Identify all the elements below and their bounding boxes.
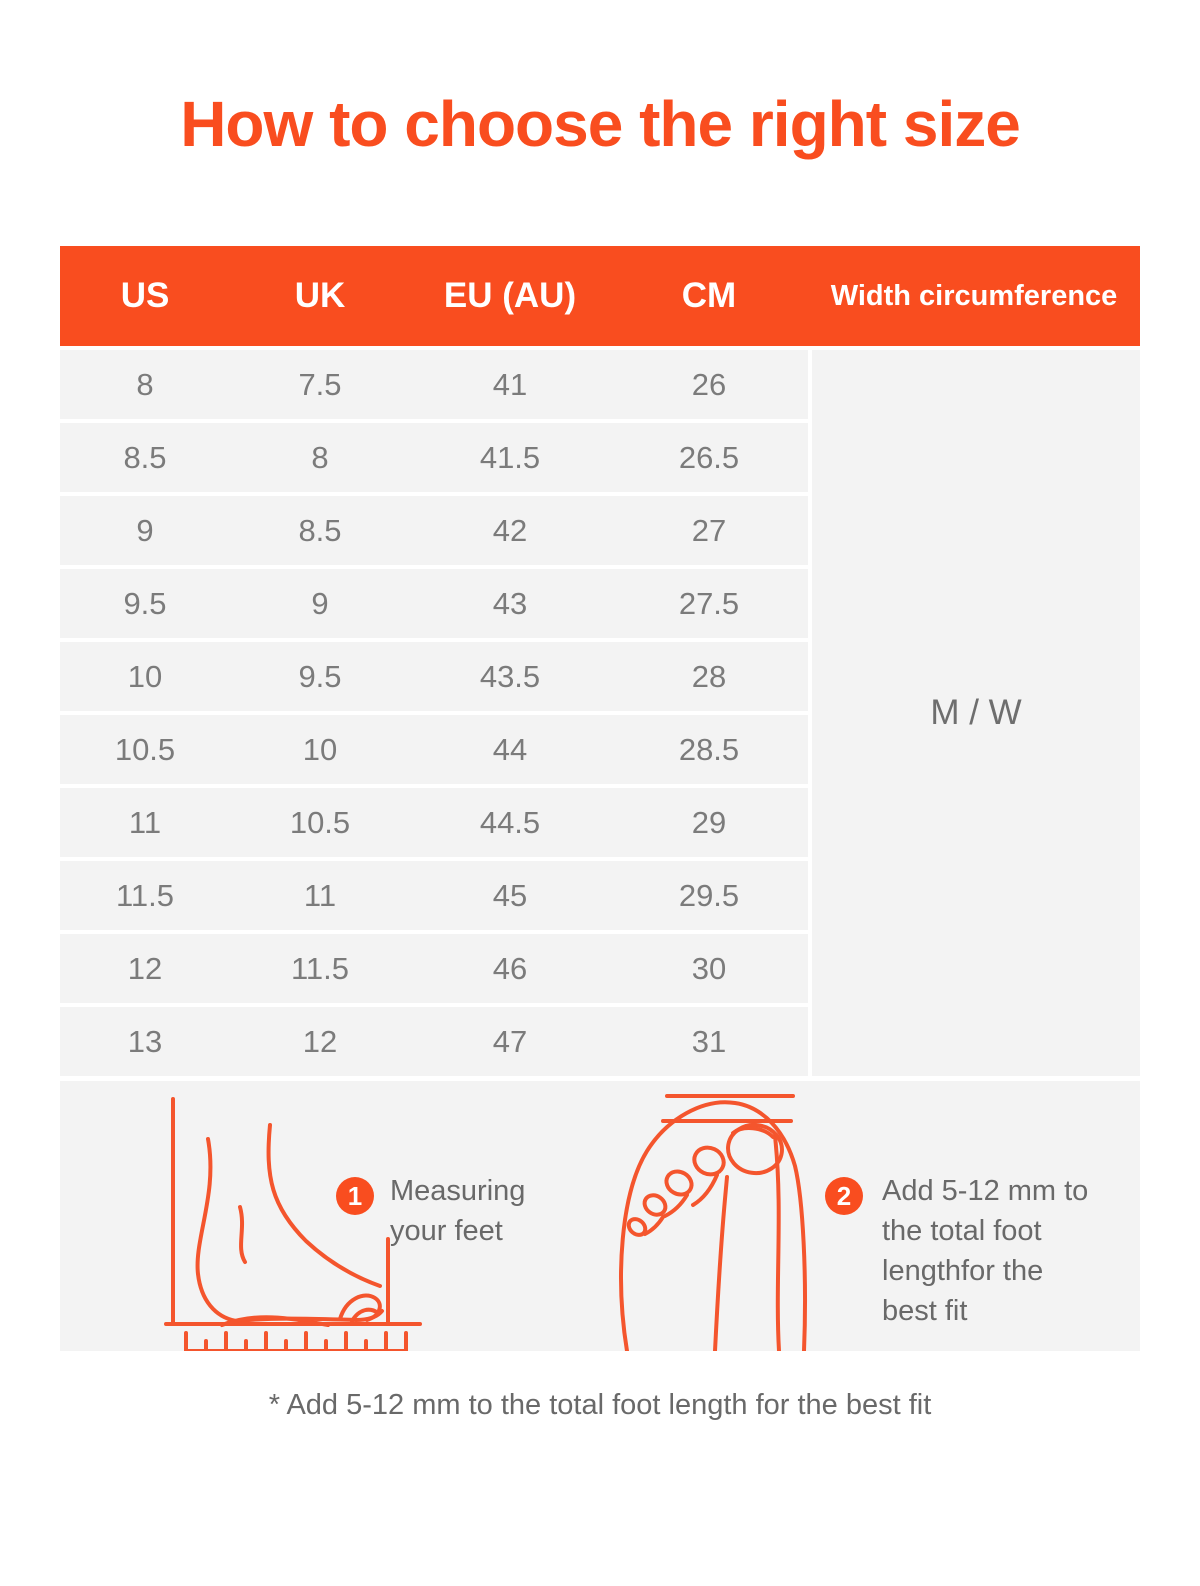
cell-cm: 27.5 (678, 585, 740, 621)
cell-uk: 10 (302, 731, 338, 767)
cell-eu: 41.5 (479, 439, 541, 475)
column-header-uk: UK (294, 276, 346, 315)
width-circumference-cell: M / W (812, 350, 1140, 1076)
cell-cm: 30 (691, 950, 727, 986)
size-chart-table (60, 246, 1140, 1076)
cell-eu: 44.5 (479, 804, 541, 840)
cell-eu: 43 (492, 585, 528, 621)
table-row (60, 715, 808, 784)
cell-uk: 10.5 (289, 804, 351, 840)
cell-us: 9.5 (123, 585, 167, 621)
cell-uk: 12 (302, 1023, 338, 1059)
footnote: * Add 5-12 mm to the total foot length for the best fit (268, 1389, 932, 1421)
cell-cm: 31 (691, 1023, 727, 1059)
cell-uk: 9.5 (298, 658, 342, 694)
column-header-eu-au: EU (AU) (443, 276, 577, 315)
cell-cm: 29.5 (678, 877, 740, 913)
table-row (60, 350, 808, 419)
cell-eu: 47 (492, 1023, 528, 1059)
cell-eu: 44 (492, 731, 528, 767)
step-1-badge: 1 (336, 1177, 374, 1215)
cell-us: 8.5 (123, 439, 167, 475)
page-title: How to choose the right size (180, 88, 1020, 160)
step-2-line-1: Add 5-12 mm to (882, 1175, 1089, 1207)
cell-uk: 8.5 (298, 512, 342, 548)
cell-eu: 41 (492, 366, 528, 402)
table-row (60, 861, 808, 930)
cell-cm: 28.5 (678, 731, 740, 767)
table-row (60, 788, 808, 857)
column-header-width-circumference: Width circumference (830, 280, 1118, 312)
step-1-line-2: your feet (390, 1215, 503, 1247)
table-row (60, 496, 808, 565)
table-row (60, 934, 808, 1003)
table-body (60, 350, 1140, 1076)
step-2-text (882, 1171, 1088, 1331)
cell-us: 11 (128, 804, 162, 840)
cell-cm: 26 (691, 366, 727, 402)
table-row (60, 642, 808, 711)
step-2-badge: 2 (825, 1177, 863, 1215)
step-2-line-4: best fit (882, 1295, 968, 1327)
cell-cm: 26.5 (678, 439, 740, 475)
cell-us: 9 (136, 512, 154, 548)
size-rows (60, 350, 808, 1076)
step-1-text (390, 1171, 525, 1251)
cell-eu: 46 (492, 950, 528, 986)
cell-us: 11.5 (115, 877, 175, 913)
cell-uk: 9 (311, 585, 329, 621)
cell-us: 8 (136, 366, 154, 402)
cell-uk: 8 (311, 439, 329, 475)
measuring-instructions-panel (60, 1081, 1140, 1351)
cell-cm: 28 (691, 658, 727, 694)
cell-cm: 27 (691, 512, 727, 548)
cell-cm: 29 (691, 804, 727, 840)
step-2-line-3: lengthfor the (882, 1255, 1044, 1287)
table-header-row (60, 246, 1140, 346)
step-1-line-1: Measuring (390, 1175, 526, 1207)
cell-us: 13 (127, 1023, 163, 1059)
cell-us: 10 (127, 658, 163, 694)
table-row (60, 1007, 808, 1076)
top-foot-measuring-illustration (605, 1081, 815, 1351)
table-row (60, 569, 808, 638)
cell-us: 10.5 (114, 731, 176, 767)
cell-uk: 11.5 (290, 950, 350, 986)
cell-us: 12 (127, 950, 163, 986)
cell-eu: 45 (492, 877, 528, 913)
column-header-cm: CM (681, 276, 737, 315)
column-header-us: US (120, 276, 170, 315)
table-row (60, 423, 808, 492)
cell-uk: 11 (303, 877, 337, 913)
cell-eu: 43.5 (479, 658, 541, 694)
cell-eu: 42 (492, 512, 528, 548)
step-2-line-2: the total foot (882, 1215, 1042, 1247)
cell-uk: 7.5 (298, 366, 342, 402)
